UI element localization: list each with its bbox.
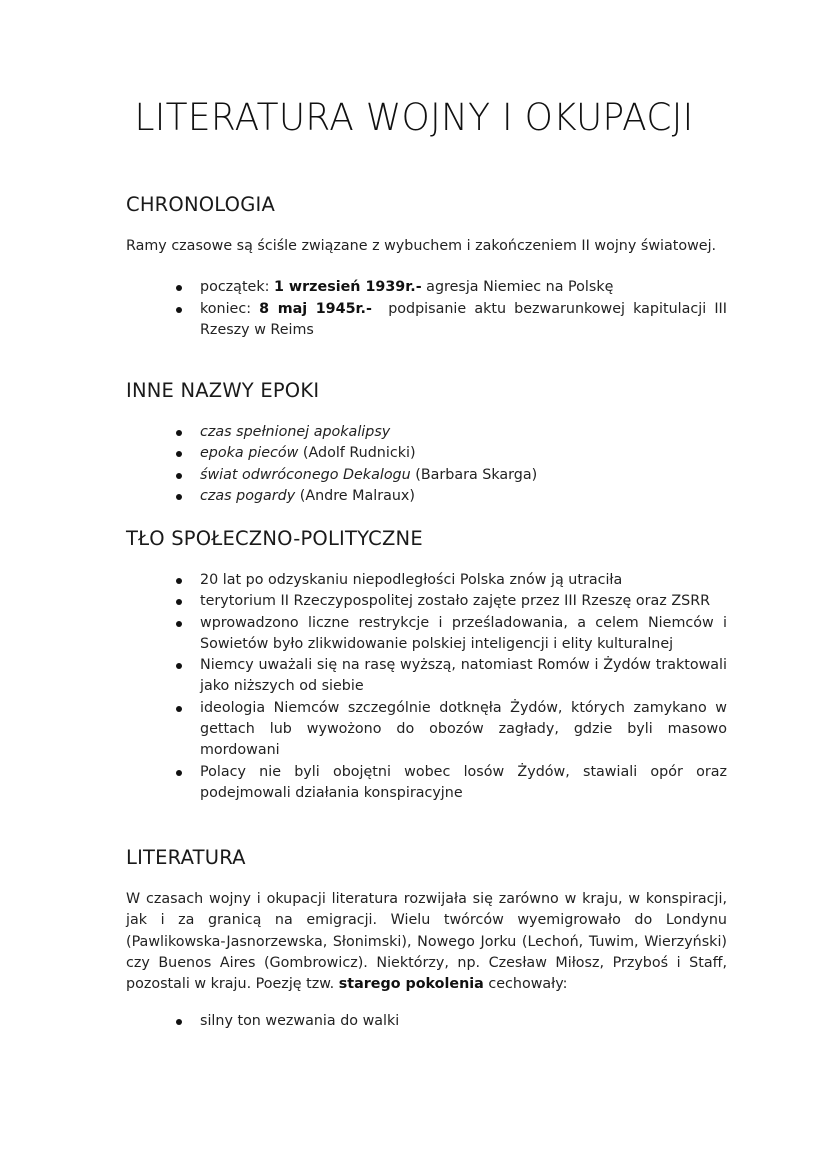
list-item: 20 lat po odzyskaniu niepodległości Polska znów ją utraciła bbox=[200, 570, 727, 591]
list-item: terytorium II Rzeczypospolitej zostało zajęte przez III Rzeszę oraz ZSRR bbox=[200, 591, 727, 612]
bullet-list bbox=[126, 1011, 727, 1032]
list-item bbox=[200, 299, 732, 342]
section-heading: TŁO SPOŁECZNO-POLITYCZNE bbox=[126, 527, 423, 550]
list-item bbox=[200, 422, 727, 443]
section-paragraph bbox=[126, 889, 727, 995]
bullet-list bbox=[126, 570, 727, 804]
list-item: wprowadzono liczne restrykcje i prześladowania, a celem Niemców i Sowietów było zlikwidowanie polskiej inteligencji i elity kulturalnej bbox=[200, 613, 727, 656]
list-item: Polacy nie byli obojętni wobec losów Żydów, stawiali opór oraz podejmowali działania konspiracyjne bbox=[200, 762, 727, 805]
item-author: (Adolf Rudnicki) bbox=[298, 445, 416, 462]
section-heading: CHRONOLOGIA bbox=[126, 193, 276, 216]
item-name: epoka pieców bbox=[200, 445, 299, 462]
list-item: silny ton wezwania do walki bbox=[200, 1011, 727, 1032]
bullet-list bbox=[126, 422, 727, 507]
item-name: świat odwróconego Dekalogu bbox=[200, 466, 411, 483]
section-heading: INNE NAZWY EPOKI bbox=[126, 379, 320, 402]
paragraph-emphasis: starego pokolenia bbox=[338, 976, 484, 993]
item-name: czas spełnionej apokalipsy bbox=[200, 424, 391, 440]
section-literatura bbox=[126, 843, 727, 1033]
item-date: 1 wrzesień 1939r.- bbox=[274, 279, 422, 296]
section-chronologia bbox=[126, 190, 732, 341]
list-item: ideologia Niemców szczególnie dotknęła Żydów, których zamykano w gettach lub wywożono do obozów zagłady, gdzie byli masowo mordowani bbox=[200, 698, 727, 762]
list-item bbox=[200, 486, 727, 507]
item-text: agresja Niemiec na Polskę bbox=[421, 279, 614, 296]
item-label: początek: bbox=[200, 279, 274, 296]
list-item bbox=[200, 465, 727, 486]
section-inne-nazwy bbox=[126, 376, 727, 507]
bullet-list bbox=[126, 277, 732, 341]
list-item: Niemcy uważali się na rasę wyższą, natomiast Romów i Żydów traktowali jako niższych od siebie bbox=[200, 655, 727, 698]
document-title: LITERATURA WOJNY I OKUPACJI bbox=[134, 96, 694, 139]
section-tlo-spoleczno-polityczne bbox=[126, 524, 727, 804]
item-date: 8 maj 1945r.- bbox=[259, 300, 372, 317]
item-label: koniec: bbox=[200, 300, 260, 317]
section-paragraph: Ramy czasowe są ściśle związane z wybuchem i zakończeniem II wojny światowej. bbox=[126, 238, 717, 254]
item-text: podpisanie aktu bezwarunkowej kapitulacji III Rzeszy w Reims bbox=[200, 300, 732, 338]
section-heading: LITERATURA bbox=[126, 846, 246, 869]
list-item bbox=[200, 443, 727, 464]
item-author: (Barbara Skarga) bbox=[410, 466, 538, 483]
paragraph-text: W czasach wojny i okupacji literatura rozwijała się zarówno w kraju, w konspiracji, jak i za granicą na emigracji. Wielu twórców wyemigrowało do Londynu (Pawlikowska-Jasnorzewska, Słonimski), Nowego Jorku (Lechoń, Tuwim, Wierzyński) czy Buenos Aires (Gombrowicz). Niektórzy, np. Czesław Miłosz, Przyboś i Staff, pozostali w kraju. Poezję tzw. bbox=[126, 891, 727, 993]
item-name: czas pogardy bbox=[200, 487, 296, 504]
item-author: (Andre Malraux) bbox=[295, 487, 415, 504]
paragraph-end: cechowały: bbox=[483, 976, 568, 993]
list-item bbox=[200, 277, 727, 298]
